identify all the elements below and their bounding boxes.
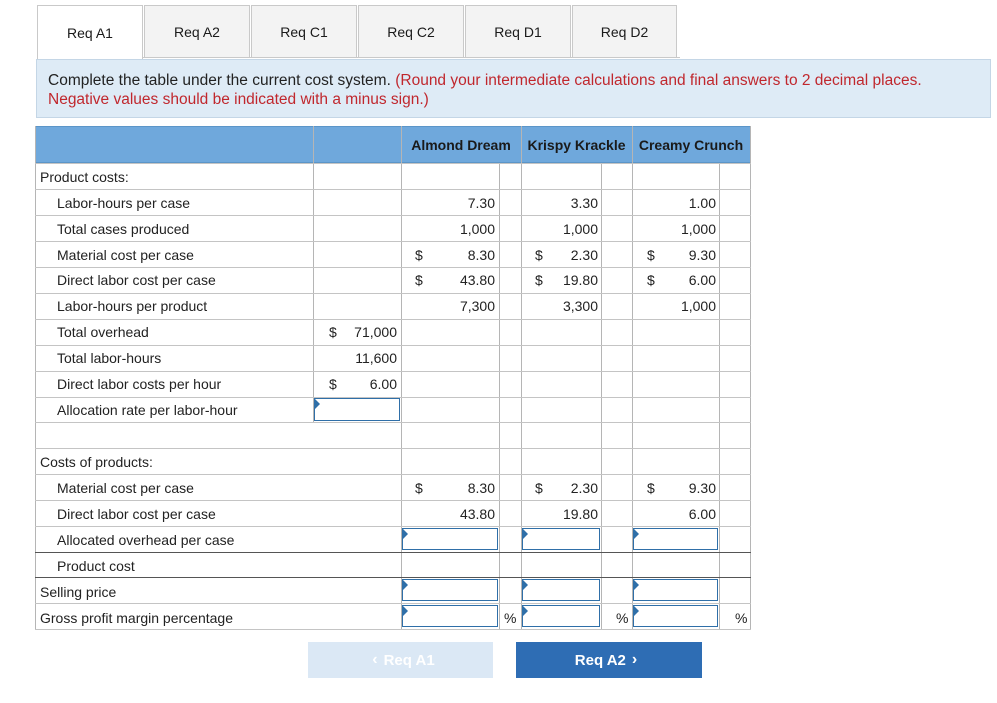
row-label: Total labor-hours: [57, 350, 162, 366]
currency-symbol: $: [535, 272, 543, 288]
tab-divider: [143, 57, 680, 58]
cell-value: 8.30: [467, 480, 495, 496]
next-button[interactable]: [516, 642, 702, 678]
chevron-left-icon: ‹: [372, 651, 378, 668]
tab-req-c1[interactable]: [251, 5, 357, 57]
allocated-overhead-krispy-input[interactable]: [522, 528, 600, 550]
gross-margin-krispy-input[interactable]: [522, 605, 600, 627]
row-label: Allocated overhead per case: [57, 532, 235, 548]
tab-req-a2[interactable]: [144, 5, 250, 57]
cell-value: 9.30: [688, 480, 716, 496]
tab-req-d1[interactable]: [465, 5, 571, 57]
cell-value: 8.30: [467, 247, 495, 263]
row-label: Gross profit margin percentage: [40, 610, 233, 626]
percent-symbol: %: [735, 610, 748, 626]
cell-value: 1.00: [688, 195, 716, 211]
col-header-creamy-crunch: Creamy Crunch: [638, 136, 744, 153]
row-line: [35, 293, 751, 294]
section-heading-costs-of-products: Costs of products:: [40, 454, 153, 470]
tab-label: Req D1: [494, 23, 542, 40]
instruction-box: [36, 59, 991, 118]
row-line-bold: [35, 552, 751, 553]
grid-line: [35, 126, 36, 630]
cell-value: 6.00: [369, 376, 397, 392]
grid-line: [750, 126, 751, 630]
allocated-overhead-almond-input[interactable]: [402, 528, 498, 550]
cell-value: 19.80: [562, 272, 598, 288]
cell-value: 7,300: [459, 298, 495, 314]
tab-label: Req A2: [174, 23, 220, 40]
instruction-note: (Round your intermediate calculations and final answers to 2 decimal places. Negative values should be indicated with a minus sign.): [48, 72, 922, 108]
row-line: [35, 319, 751, 320]
cell-value: 6.00: [688, 506, 716, 522]
tab-label: Req C1: [280, 23, 328, 40]
tab-label: Req D2: [600, 23, 649, 40]
cell-value: 11,600: [355, 350, 397, 366]
cell-value: 19.80: [562, 506, 598, 522]
currency-symbol: $: [415, 272, 423, 288]
row-label: Selling price: [40, 584, 117, 600]
row-line: [35, 474, 751, 475]
gross-margin-almond-input[interactable]: [402, 605, 498, 627]
row-line: [35, 603, 751, 604]
next-button-label: Req A2: [574, 651, 626, 669]
currency-symbol: $: [329, 376, 337, 392]
cell-value: 2.30: [570, 480, 598, 496]
row-line: [35, 345, 751, 346]
cell-value: 6.00: [688, 272, 716, 288]
row-label: Labor-hours per case: [57, 195, 191, 211]
row-line: [35, 629, 751, 630]
row-label: Direct labor cost per case: [57, 506, 216, 522]
currency-symbol: $: [415, 247, 423, 263]
row-line: [35, 241, 751, 242]
tab-req-d2[interactable]: [572, 5, 677, 57]
row-label: Product cost: [57, 558, 135, 574]
allocated-overhead-creamy-input[interactable]: [633, 528, 718, 550]
row-line: [35, 189, 751, 190]
row-label: Total cases produced: [57, 221, 190, 237]
col-header-almond-dream: Almond Dream: [411, 136, 511, 153]
cell-value: 1,000: [680, 298, 716, 314]
cell-value: 71,000: [354, 324, 397, 340]
currency-symbol: $: [535, 247, 543, 263]
row-label: Material cost per case: [57, 480, 194, 496]
allocation-rate-input[interactable]: [314, 398, 400, 421]
cell-value: 1,000: [680, 221, 716, 237]
chevron-right-icon: ›: [631, 651, 638, 668]
selling-price-almond-input[interactable]: [402, 579, 498, 601]
currency-symbol: $: [647, 480, 655, 496]
row-line: [35, 163, 751, 164]
row-line: [35, 448, 751, 449]
row-line: [35, 215, 751, 216]
selling-price-creamy-input[interactable]: [633, 579, 718, 601]
row-label: Allocation rate per labor-hour: [57, 402, 238, 418]
row-line: [35, 526, 751, 527]
row-label: Total overhead: [57, 324, 149, 340]
selling-price-krispy-input[interactable]: [522, 579, 600, 601]
col-header-krispy-krackle: Krispy Krackle: [527, 136, 626, 153]
instruction-text: Complete the table under the current cost system.: [48, 72, 391, 89]
prev-button[interactable]: [308, 642, 493, 678]
currency-symbol: $: [647, 272, 655, 288]
cell-value: 9.30: [688, 247, 716, 263]
section-heading-product-costs: Product costs:: [40, 169, 129, 185]
row-label: Material cost per case: [57, 247, 194, 263]
row-line-bold: [35, 577, 751, 578]
cost-table: [35, 126, 753, 630]
prev-button-label: Req A1: [383, 651, 435, 669]
percent-symbol: %: [504, 610, 517, 626]
tab-label: Req A1: [67, 24, 113, 41]
tab-req-c2[interactable]: [358, 5, 464, 57]
cell-value: 3,300: [562, 298, 598, 314]
cell-value: 3.30: [570, 195, 598, 211]
cell-value: 2.30: [570, 247, 598, 263]
tab-req-a1[interactable]: [37, 5, 143, 59]
currency-symbol: $: [647, 247, 655, 263]
row-line: [35, 267, 751, 268]
cell-value: 7.30: [467, 195, 495, 211]
currency-symbol: $: [535, 480, 543, 496]
cell-value: 43.80: [459, 506, 495, 522]
gross-margin-creamy-input[interactable]: [633, 605, 718, 627]
row-line: [35, 371, 751, 372]
row-label: Direct labor costs per hour: [57, 376, 222, 392]
cell-value: 1,000: [562, 221, 598, 237]
row-label: Labor-hours per product: [57, 298, 208, 314]
row-label: Direct labor cost per case: [57, 272, 216, 288]
currency-symbol: $: [415, 480, 423, 496]
cell-value: 43.80: [459, 272, 495, 288]
tab-label: Req C2: [387, 23, 435, 40]
percent-symbol: %: [616, 610, 629, 626]
row-line: [35, 422, 751, 423]
currency-symbol: $: [329, 324, 337, 340]
cell-value: 1,000: [459, 221, 495, 237]
row-line: [35, 500, 751, 501]
